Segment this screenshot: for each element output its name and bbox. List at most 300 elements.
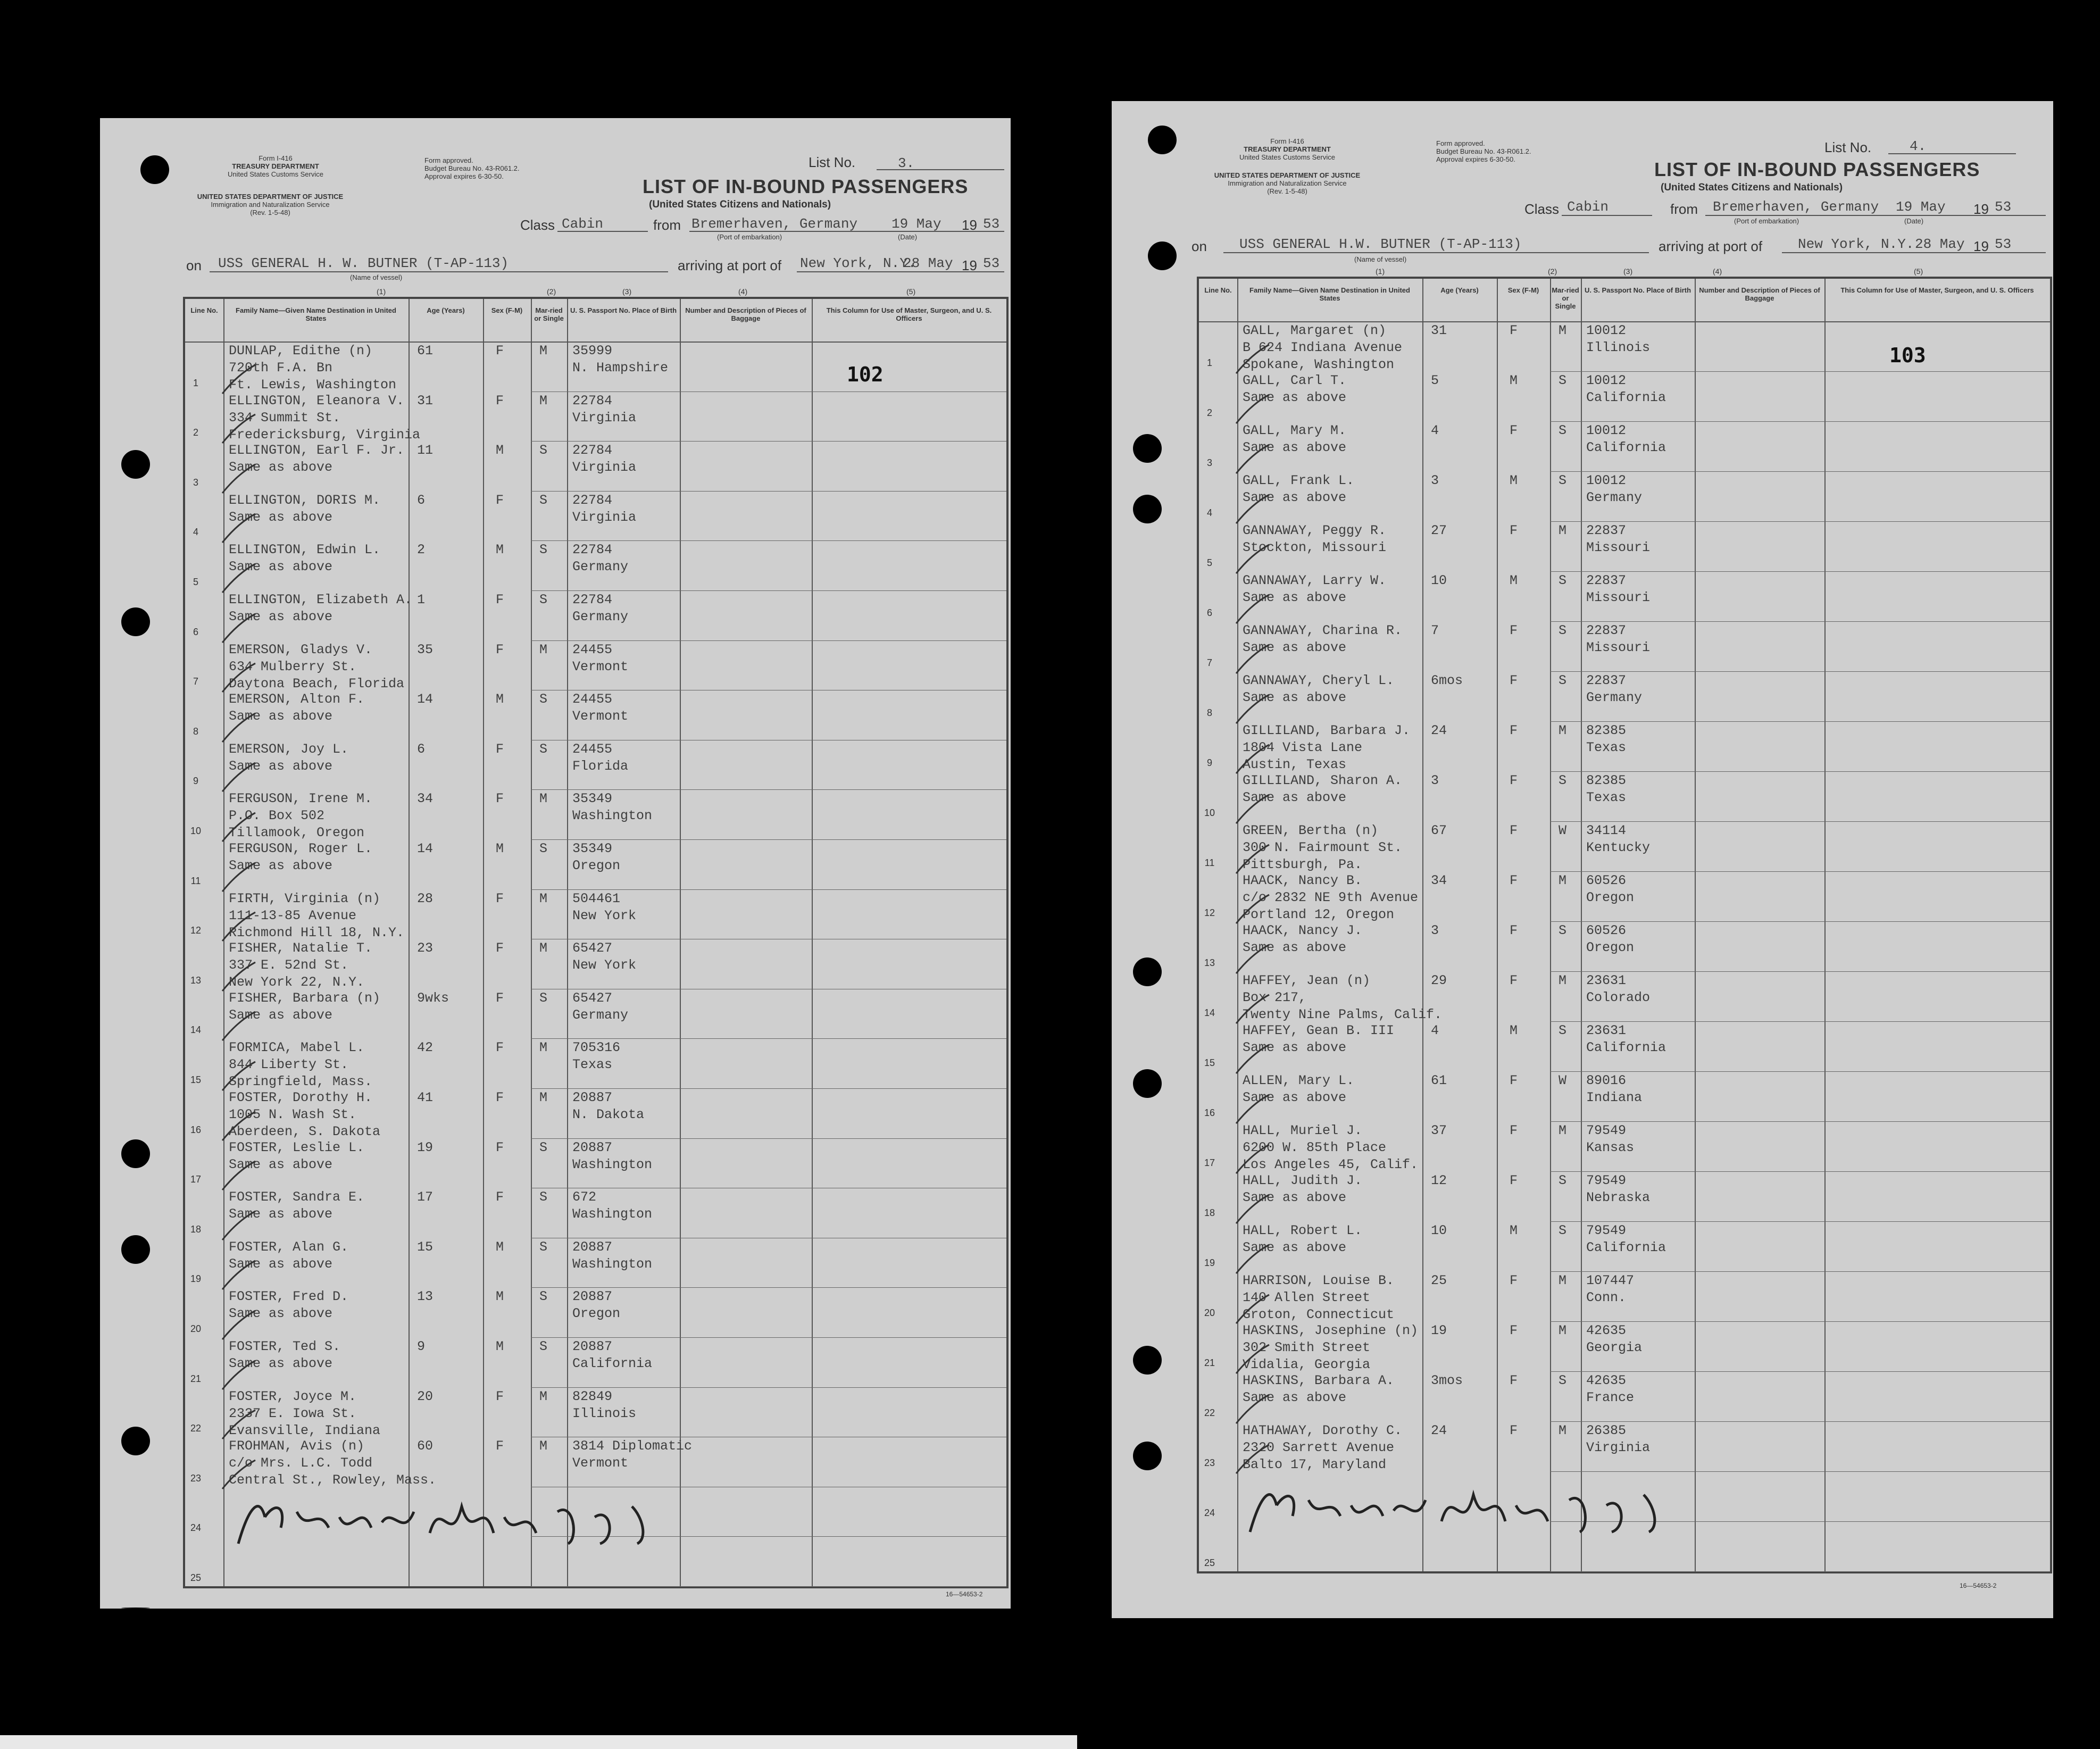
passport-birthplace: 22784 Virginia [572,443,637,476]
sex: F [496,1388,504,1404]
passenger-name-destination: FERGUSON, Roger L. Same as above [229,841,373,873]
approval-expiry: Approval expires 6-30-50. [1436,155,1515,163]
marital-status: M [539,1388,548,1404]
line-number: 19 [1204,1257,1215,1268]
row-divider [1550,1571,2050,1572]
passenger-name-destination: HAACK, Nancy B. c/o 2832 NE 9th Avenue Portland 12, Oregon [1243,873,1419,922]
passport-birthplace: 504461 New York [572,890,637,923]
marital-status: S [539,692,548,707]
passport-birthplace: 23631 California [1586,1023,1666,1055]
passenger-name-destination: HAACK, Nancy J. Same as above [1243,923,1363,955]
col-number: (1) [1376,267,1385,276]
marital-status: M [539,343,548,359]
marital-status: M [539,890,548,906]
marital-status: S [539,443,548,459]
passport-birthplace: 24455 Florida [572,741,629,774]
line-number: 11 [190,875,201,886]
table-row [1199,1421,2050,1471]
line-number: 22 [190,1423,202,1434]
arrival-date: 28 May [903,255,953,271]
marital-status: S [539,1239,548,1255]
sex: F [1510,1423,1518,1438]
table-row [185,1337,1006,1387]
col-number: (5) [906,287,916,296]
column-header: Age (Years) [427,306,465,314]
binder-hole [1133,1069,1162,1098]
line-number: 16 [190,1124,202,1135]
sex: F [496,592,504,607]
column-header: U. S. Passport No. Place of Birth [1584,286,1691,294]
marital-status: S [1559,923,1567,938]
arriving-label: arriving at port of [678,257,782,273]
passenger-name-destination: EMERSON, Gladys V. 634 Mulberry St. Daytona Beach, Florida [229,642,405,692]
age: 34 [417,791,434,807]
marital-status: S [1559,773,1567,788]
class-value: Cabin [562,216,604,232]
age: 35 [417,642,434,657]
table-row [185,939,1006,989]
binder-hole [1133,434,1162,463]
table-row [185,540,1006,590]
passport-birthplace: 60526 Oregon [1586,923,1635,955]
age: 37 [1431,1123,1447,1138]
sex: F [1510,773,1518,788]
approval-block [1436,139,1574,163]
marital-status: S [1559,573,1567,588]
passenger-name-destination: FOSTER, Ted S. Same as above [229,1339,341,1371]
column-header: Number and Description of Pieces of Baggage [685,306,806,322]
col-number: (4) [1713,267,1722,276]
passenger-name-destination: FOSTER, Alan G. Same as above [229,1239,349,1272]
passport-birthplace: 65427 Germany [572,990,629,1023]
binder-hole [121,1608,150,1609]
marital-status: S [1559,673,1567,688]
line-number: 20 [1204,1307,1215,1318]
line-number: 5 [193,576,198,587]
sex: M [496,1289,504,1305]
age: 24 [1431,723,1447,738]
form-title: LIST OF IN-BOUND PASSENGERS [1654,159,1980,180]
passport-birthplace: 20887 California [572,1339,653,1371]
passenger-name-destination: GANNAWAY, Peggy R. Stockton, Missouri [1243,523,1387,555]
page-stamp-number: 102 [847,363,884,386]
form-id-block [1207,137,1367,161]
passport-birthplace: 79549 Kansas [1586,1123,1635,1155]
table-row [1199,1271,2050,1321]
col-number: (3) [1623,267,1633,276]
sex: F [496,642,504,657]
passenger-name-destination: GALL, Frank L. Same as above [1243,473,1355,505]
table-row [185,1138,1006,1188]
table-row [1199,871,2050,921]
table-row [1199,321,2050,371]
form-subtitle: (United States Citizens and Nationals) [649,199,831,210]
passenger-name-destination: HALL, Judith J. Same as above [1243,1173,1363,1205]
table-row [1199,721,2050,771]
passport-birthplace: 42635 France [1586,1373,1635,1405]
age: 61 [417,343,434,359]
marital-status: S [1559,423,1567,438]
table-row [185,740,1006,790]
agency-block [1191,171,1383,195]
marital-status: M [539,1438,548,1454]
line-number: 22 [1204,1407,1215,1418]
passport-birthplace: 20887 N. Dakota [572,1090,645,1122]
passenger-table [183,297,1009,1588]
agency-block [174,193,366,216]
marital-status: S [539,592,548,607]
age: 15 [417,1239,434,1255]
passenger-name-destination: HARRISON, Louise B. 140 Allen Street Groton, Connecticut [1243,1273,1395,1322]
line-number: 23 [190,1472,202,1484]
age: 11 [417,443,434,459]
revision: (Rev. 1-5-48) [250,209,290,216]
marital-status: S [539,741,548,757]
sex: F [496,492,504,508]
passenger-name-destination: EMERSON, Joy L. Same as above [229,741,349,774]
passport-birthplace: 82385 Texas [1586,773,1627,805]
line-number: 2 [193,427,198,438]
sex: F [496,1189,504,1205]
dept-name: TREASURY DEPARTMENT [232,162,319,170]
col-number: (2) [1548,267,1557,276]
col-number: (5) [1914,267,1923,276]
age: 13 [417,1289,434,1305]
sex: F [1510,673,1518,688]
passenger-name-destination: HASKINS, Josephine (n) 302 Smith Street Vidalia, Georgia [1243,1323,1419,1372]
age: 6 [417,492,426,508]
form-subtitle: (United States Citizens and Nationals) [1661,182,1843,193]
line-number: 5 [1206,557,1212,568]
passport-birthplace: 22837 Missouri [1586,623,1651,655]
age: 3mos [1431,1373,1463,1388]
marital-status: M [539,1040,548,1056]
table-row [1199,1071,2050,1121]
marital-status: M [539,791,548,807]
passport-birthplace: 79549 Nebraska [1586,1173,1651,1205]
passenger-name-destination: ELLINGTON, Eleanora V. 334 Summit St. Fredericksburg, Virginia [229,393,421,443]
age: 27 [1431,523,1447,538]
passport-birthplace: 10012 Illinois [1586,323,1651,355]
table-row [1199,471,2050,521]
passenger-name-destination: GANNAWAY, Cheryl L. Same as above [1243,673,1395,705]
binder-hole [121,450,150,479]
age: 5 [1431,373,1439,388]
line-number: 1 [193,377,198,388]
from-label: from [1670,201,1698,217]
table-row [185,590,1006,640]
line-number: 1 [1206,357,1212,368]
passenger-name-destination: ELLINGTON, DORIS M. Same as above [229,492,381,525]
line-number: 3 [1206,457,1212,468]
sex: F [1510,723,1518,738]
justice-name: UNITED STATES DEPARTMENT OF JUSTICE [1214,171,1361,179]
class-value: Cabin [1567,199,1609,215]
passenger-name-destination: EMERSON, Alton F. Same as above [229,692,365,724]
passport-birthplace: 79549 California [1586,1223,1666,1255]
binder-hole [1148,126,1177,154]
passport-birthplace: 20887 Washington [572,1139,653,1172]
marital-status: W [1559,823,1567,838]
binder-hole [1133,495,1162,523]
line-number: 15 [190,1074,202,1085]
port-caption: (Port of embarkation) [717,233,782,241]
age: 25 [1431,1273,1447,1288]
table-row [1199,1321,2050,1371]
year-prefix: 19 [1973,238,1989,254]
column-header: Family Name—Given Name Destination in United States [1249,286,1410,302]
passport-birthplace: 22784 Germany [572,592,629,624]
form-id: Form I-416 [259,154,293,162]
line-number: 16 [1204,1107,1215,1118]
table-row [1199,921,2050,971]
sex: M [1510,1023,1518,1038]
passport-birthplace: 35349 Washington [572,791,653,824]
age: 34 [1431,873,1447,888]
table-row [185,1387,1006,1437]
passenger-name-destination: DUNLAP, Edithe (n) 720th F.A. Bn Ft. Lewis, Washington [229,343,397,393]
passport-birthplace: 10012 Germany [1586,473,1643,505]
marital-status: S [1559,1373,1567,1388]
binder-hole [121,607,150,636]
age: 41 [417,1090,434,1105]
table-row [185,491,1006,541]
budget-bureau: Budget Bureau No. 43-R061.2. [1436,147,1531,155]
form-id: Form I-416 [1270,137,1304,145]
age: 29 [1431,973,1447,988]
marital-status: S [539,1189,548,1205]
port-caption: (Port of embarkation) [1734,217,1799,225]
table-row [185,989,1006,1039]
approval-expiry: Approval expires 6-30-50. [424,172,504,180]
binder-hole [121,1235,150,1264]
age: 42 [417,1040,434,1056]
year-prefix: 19 [1973,201,1989,217]
customs-name: United States Customs Service [228,170,323,178]
passport-birthplace: 10012 California [1586,373,1666,405]
age: 19 [417,1139,434,1155]
form-id-block [196,154,355,178]
column-header: Mar-ried or Single [1552,286,1579,310]
sex: F [1510,1123,1518,1138]
marital-status: M [539,642,548,657]
line-number: 24 [190,1522,202,1534]
marital-status: S [1559,373,1567,388]
line-number: 14 [190,1025,202,1036]
table-row [1199,671,2050,721]
column-header: Mar-ried or Single [534,306,564,322]
marital-status: S [539,990,548,1006]
col-number: (4) [738,287,748,296]
sex: F [1510,623,1518,638]
passenger-name-destination: FISHER, Barbara (n) Same as above [229,990,381,1023]
arrival-port: New York, N.Y. [800,255,916,271]
age: 9wks [417,990,449,1006]
line-number: 18 [190,1223,202,1235]
passenger-name-destination: ELLINGTON, Earl F. Jr. Same as above [229,443,405,476]
marital-status: M [1559,523,1567,538]
column-header: Line No. [190,306,218,314]
passenger-name-destination: FOSTER, Leslie L. Same as above [229,1139,365,1172]
line-number: 10 [1204,807,1215,818]
column-header: Family Name—Given Name Destination in United States [236,306,396,322]
passenger-name-destination: FOSTER, Sandra E. Same as above [229,1189,365,1222]
age: 14 [417,692,434,707]
marital-status: M [1559,1423,1567,1438]
table-row [185,1088,1006,1138]
marital-status: W [1559,1073,1567,1088]
vessel-caption: (Name of vessel) [350,273,403,281]
line-number: 21 [190,1373,202,1384]
sex: F [496,990,504,1006]
passenger-name-destination: GANNAWAY, Larry W. Same as above [1243,573,1387,605]
binder-hole [1133,1346,1162,1375]
form-title: LIST OF IN-BOUND PASSENGERS [643,176,969,197]
binder-hole [1133,1442,1162,1470]
age: 12 [1431,1173,1447,1188]
passenger-name-destination: HAFFEY, Jean (n) Box 217, Twenty Nine Palms, Calif. [1243,973,1443,1022]
line-number: 9 [193,776,198,787]
table-row [185,342,1006,392]
passenger-name-destination: GILLILAND, Barbara J. 1804 Vista Lane Austin, Texas [1243,723,1411,772]
passenger-name-destination: GALL, Carl T. Same as above [1243,373,1347,405]
passenger-name-destination: HASKINS, Barbara A. Same as above [1243,1373,1395,1405]
sex: F [1510,923,1518,938]
row-divider [531,1586,1006,1587]
marital-status: S [539,841,548,856]
passport-birthplace: 22784 Virginia [572,393,637,426]
sex: F [496,890,504,906]
class-label: Class [1524,201,1560,217]
passport-birthplace: 20887 Washington [572,1239,653,1272]
marital-status: M [1559,1273,1567,1288]
passenger-name-destination: GALL, Mary M. Same as above [1243,423,1347,455]
age: 9 [417,1339,426,1354]
page-stamp-number: 103 [1889,344,1926,367]
marital-status: M [1559,723,1567,738]
passenger-name-destination: HALL, Robert L. Same as above [1243,1223,1363,1255]
table-row [185,1287,1006,1337]
ins-name: Immigration and Naturalization Service [211,201,330,209]
table-row [1199,1221,2050,1271]
column-header: This Column for Use of Master, Surgeon, and U. S. Officers [1840,286,2034,294]
dept-name: TREASURY DEPARTMENT [1244,145,1331,153]
passport-birthplace: 22784 Germany [572,542,629,575]
sex: F [496,741,504,757]
marital-status: S [1559,1223,1567,1238]
table-row [1199,371,2050,421]
passenger-name-destination: ALLEN, Mary L. Same as above [1243,1073,1355,1105]
passenger-name-destination: FOSTER, Joyce M. 2337 E. Iowa St. Evansville, Indiana [229,1388,381,1438]
age: 31 [417,393,434,409]
passport-birthplace: 60526 Oregon [1586,873,1635,905]
passenger-name-destination: GALL, Margaret (n) B 624 Indiana Avenue Spokane, Washington [1243,323,1403,372]
date-caption: (Date) [1904,217,1924,225]
arriving-label: arriving at port of [1659,238,1763,254]
table-row [1199,771,2050,821]
budget-bureau: Budget Bureau No. 43-R061.2. [424,164,520,172]
line-number: 24 [1204,1508,1215,1518]
line-number: 20 [190,1323,202,1334]
passport-birthplace: 10012 California [1586,423,1666,455]
passenger-name-destination: GREEN, Bertha (n) 300 N. Fairmount St. Pittsburgh, Pa. [1243,823,1403,872]
passenger-name-destination: ELLINGTON, Elizabeth A. Same as above [229,592,413,624]
sex: F [496,1438,504,1454]
column-header: This Column for Use of Master, Surgeon, and U. S. Officers [826,306,992,322]
line-number: 4 [1206,507,1212,518]
approval-block [424,156,563,180]
embarkation-year: 53 [1995,199,2012,215]
line-number: 6 [193,626,198,637]
age: 61 [1431,1073,1447,1088]
signature [228,1485,706,1554]
sex: F [1510,1323,1518,1338]
line-number: 4 [193,527,198,538]
passport-birthplace: 35999 N. Hampshire [572,343,669,376]
passenger-name-destination: FOSTER, Dorothy H. 1005 N. Wash St. Aberdeen, S. Dakota [229,1090,381,1139]
arrival-port: New York, N.Y. [1798,236,1914,252]
col-number: (3) [622,287,632,296]
line-number: 7 [1206,657,1212,668]
sex: M [1510,373,1518,388]
sex: F [1510,973,1518,988]
column-header: Line No. [1204,286,1232,294]
passenger-name-destination: ELLINGTON, Edwin L. Same as above [229,542,381,575]
on-label: on [1191,238,1207,254]
passenger-name-destination: HALL, Muriel J. 6200 W. 85th Place Los Angeles 45, Calif. [1243,1123,1419,1172]
sex: M [1510,473,1518,488]
age: 6 [417,741,426,757]
passport-birthplace: 3814 Diplomatic Vermont [572,1438,693,1471]
line-number: 10 [190,825,202,836]
sex: M [496,1339,504,1354]
table-row [185,889,1006,939]
passport-birthplace: 82849 Illinois [572,1388,637,1421]
col-number: (2) [547,287,556,296]
column-header: Age (Years) [1440,286,1479,294]
age: 4 [1431,423,1439,438]
age: 10 [1431,1223,1447,1238]
passport-birthplace: 24455 Vermont [572,642,629,674]
marital-status: S [539,492,548,508]
age: 6mos [1431,673,1463,688]
marital-status: S [539,1289,548,1305]
marital-status: M [539,1090,548,1105]
sex: F [1510,1173,1518,1188]
embarkation-date: 19 May [891,216,941,232]
marital-status: M [539,393,548,409]
table-row [1199,421,2050,471]
sex: F [1510,873,1518,888]
age: 14 [417,841,434,856]
marital-status: S [1559,1023,1567,1038]
table-row [185,1238,1006,1288]
line-number: 11 [1204,857,1215,868]
sex: F [496,343,504,359]
passenger-name-destination: GANNAWAY, Charina R. Same as above [1243,623,1403,655]
age: 10 [1431,573,1447,588]
justice-name: UNITED STATES DEPARTMENT OF JUSTICE [197,193,344,201]
sex: F [496,940,504,956]
table-row [1199,821,2050,871]
embarkation-port: Bremerhaven, Germany [691,216,858,232]
line-number: 17 [1204,1157,1215,1168]
table-row [185,1437,1006,1487]
sex: F [1510,523,1518,538]
age: 17 [417,1189,434,1205]
marital-status: S [1559,473,1567,488]
line-number: 13 [1204,957,1215,968]
